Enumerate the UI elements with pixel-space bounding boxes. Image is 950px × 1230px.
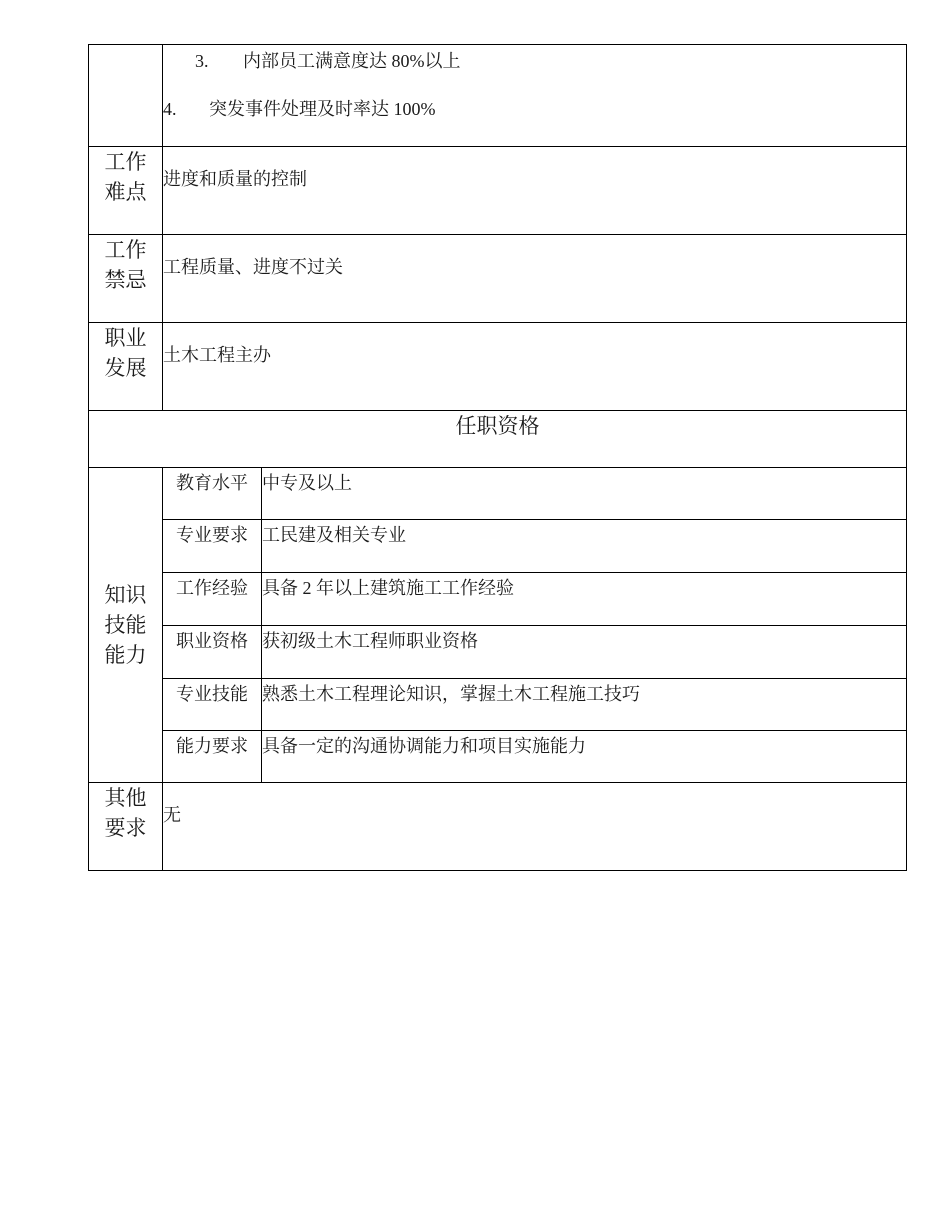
- label-line: 能力: [104, 643, 147, 667]
- knowledge-row: [89, 679, 907, 731]
- other-value: 无: [163, 783, 907, 871]
- difficulty-row: [89, 147, 907, 235]
- goals-row: [89, 45, 907, 147]
- label-line: 禁忌: [104, 268, 147, 292]
- label-line: 发展: [104, 356, 147, 380]
- qualification-title: 任职资格: [89, 411, 907, 468]
- knowledge-row: [89, 731, 907, 783]
- knowledge-value: 工民建及相关专业: [262, 520, 907, 573]
- goals-label-cell: [89, 45, 163, 147]
- knowledge-sublabel: 工作经验: [163, 573, 262, 626]
- taboo-value: 工程质量、进度不过关: [163, 235, 907, 323]
- label-line: 工作: [104, 238, 147, 262]
- label-line: 技能: [104, 613, 147, 637]
- label-line: 难点: [104, 180, 147, 204]
- goal-text: 内部员工满意度达 80%以上: [243, 51, 461, 71]
- goals-cell: [163, 45, 907, 147]
- label-line: 要求: [104, 816, 147, 840]
- career-row: [89, 323, 907, 411]
- goal-number: 4.: [163, 99, 177, 119]
- knowledge-sublabel: 专业要求: [163, 520, 262, 573]
- knowledge-value: 获初级土木工程师职业资格: [262, 626, 907, 679]
- taboo-row: [89, 235, 907, 323]
- label-line: 职业: [104, 326, 147, 350]
- other-label: [89, 783, 163, 871]
- knowledge-value: 具备一定的沟通协调能力和项目实施能力: [262, 731, 907, 783]
- knowledge-sublabel: 专业技能: [163, 679, 262, 731]
- knowledge-row: [89, 468, 907, 520]
- knowledge-value: 中专及以上: [262, 468, 907, 520]
- career-value: 土木工程主办: [163, 323, 907, 411]
- label-line: 知识: [104, 583, 147, 607]
- goal-number: 3.: [195, 51, 209, 71]
- label-line: 其他: [104, 786, 147, 810]
- difficulty-label: [89, 147, 163, 235]
- taboo-label: [89, 235, 163, 323]
- knowledge-sublabel: 教育水平: [163, 468, 262, 520]
- knowledge-sublabel: 职业资格: [163, 626, 262, 679]
- label-line: 工作: [104, 150, 147, 174]
- knowledge-sublabel: 能力要求: [163, 731, 262, 783]
- knowledge-row: [89, 626, 907, 679]
- difficulty-value: 进度和质量的控制: [163, 147, 907, 235]
- goal-item: [163, 94, 906, 124]
- knowledge-row: [89, 520, 907, 573]
- career-label: [89, 323, 163, 411]
- job-description-table: [88, 44, 907, 871]
- goal-text: 突发事件处理及时率达 100%: [209, 99, 436, 119]
- other-row: [89, 783, 907, 871]
- knowledge-value: 熟悉土木工程理论知识，掌握土木工程施工技巧: [262, 679, 907, 731]
- knowledge-value: 具备 2 年以上建筑施工工作经验: [262, 573, 907, 626]
- knowledge-row: [89, 573, 907, 626]
- qualification-title-row: [89, 411, 907, 468]
- knowledge-label: [89, 468, 163, 783]
- goal-item: [163, 46, 906, 76]
